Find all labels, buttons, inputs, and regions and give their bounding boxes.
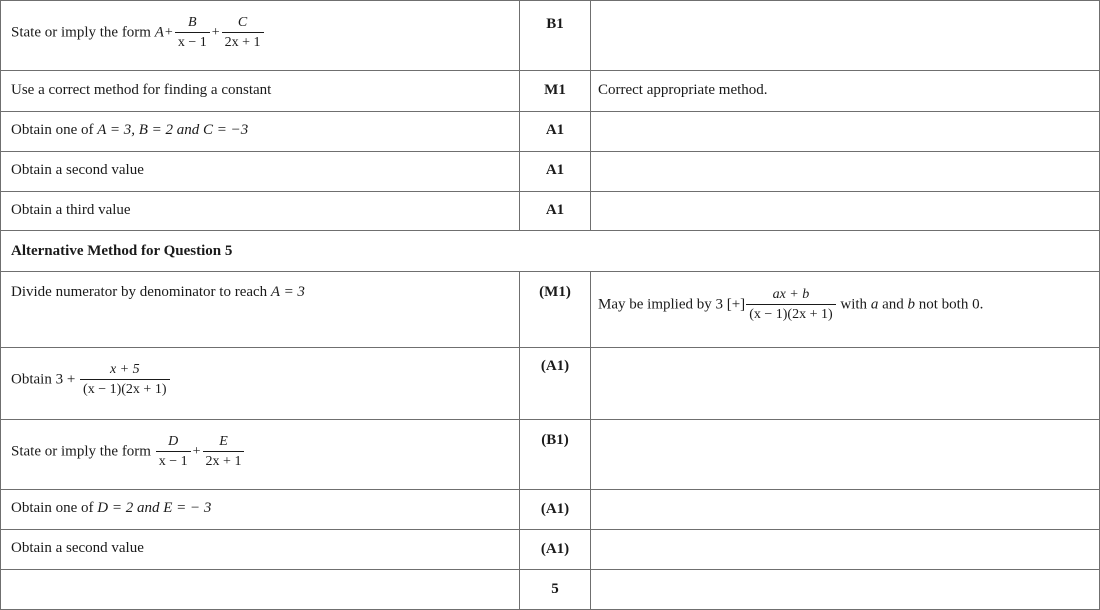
mark-cell: (A1) [540,541,570,557]
fraction-numerator: E [219,434,228,449]
row-description: Obtain a second value [11,540,144,556]
math-expression: A = 3 [270,284,305,300]
mark-cell: (B1) [541,432,569,448]
row-divider [0,111,1100,112]
fraction-E [203,434,245,470]
description-text: Obtain one of [11,500,98,516]
fraction-expression [746,287,835,323]
math-expression: A = 3, B = 2 and C = −3 [97,122,249,138]
comment-text: and [878,296,908,313]
fraction-D [156,434,191,470]
mark-cell: (A1) [540,358,570,374]
fraction-denominator: (x − 1)(2x + 1) [746,304,835,323]
fraction-C [222,15,264,51]
mark-cell: B1 [546,16,564,32]
plus-sign: + [211,25,220,40]
fraction-denominator: 2x + 1 [203,451,245,470]
mark-cell: A1 [545,202,565,218]
row-divider [0,569,1100,570]
row-description [11,434,245,470]
fraction-numerator: C [237,15,248,30]
guidance-comment: Correct appropriate method. [598,82,768,98]
row-divider [0,151,1100,152]
row-divider [0,347,1100,348]
mark-cell: M1 [544,82,566,98]
fraction-denominator: 2x + 1 [222,32,264,51]
row-description [11,284,305,301]
fraction-denominator: x − 1 [156,451,191,470]
variable-a: a [870,296,879,313]
row-divider [0,489,1100,490]
variable-A: A [154,24,164,41]
row-description [11,362,171,398]
fraction-denominator: (x − 1)(2x + 1) [80,379,169,398]
column-divider [590,271,591,610]
row-divider [0,419,1100,420]
total-mark: 5 [551,581,559,597]
row-description [11,122,248,139]
column-divider [519,0,520,230]
mark-cell: A1 [545,162,565,178]
row-divider [0,0,1100,1]
row-divider [0,191,1100,192]
plus-sign: + [192,444,201,459]
row-divider [0,529,1100,530]
variable-b: b [907,296,915,313]
description-text: Obtain 3 + [11,371,76,388]
row-description: Use a correct method for finding a constant [11,82,272,98]
fraction-B [175,15,210,51]
mark-cell: (M1) [539,284,571,300]
section-heading: Alternative Method for Question 5 [11,243,233,259]
comment-text: May be implied by 3 [+] [598,296,746,313]
fraction-expression [80,362,169,398]
row-divider [0,271,1100,272]
comment-text: not both 0. [914,296,984,313]
description-text: Divide numerator by denominator to reach [11,284,268,300]
fraction-denominator: x − 1 [175,32,210,51]
column-divider [590,0,591,230]
description-text: Obtain one of [11,122,98,138]
fraction-numerator: D [168,434,179,449]
math-expression: D = 2 and E = − 3 [97,500,212,516]
mark-cell: (A1) [540,501,570,517]
row-description: Obtain a second value [11,162,144,178]
row-divider [0,70,1100,71]
mark-cell: A1 [545,122,565,138]
description-text: State or imply the form [11,443,151,460]
row-description: Obtain a third value [11,202,131,218]
fraction-numerator: x + 5 [109,362,140,377]
table-border-left [0,0,1,610]
row-description [11,15,265,51]
plus-sign: + [164,25,173,40]
row-description [11,500,211,517]
comment-text: with [836,296,871,313]
description-text: State or imply the form [11,24,151,41]
row-divider [0,230,1100,231]
fraction-numerator: B [187,15,197,30]
guidance-comment [598,287,983,323]
fraction-numerator: ax + b [772,287,810,302]
